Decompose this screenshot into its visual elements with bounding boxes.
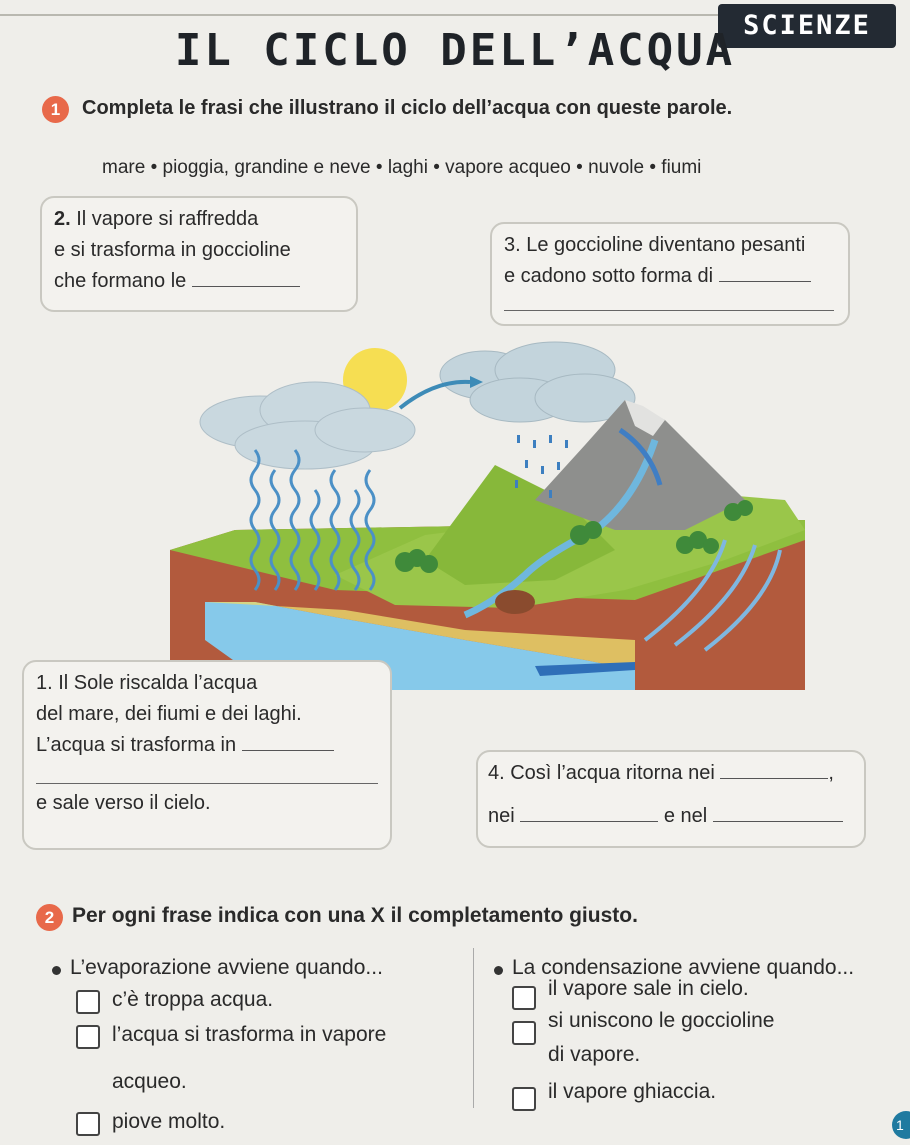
box3-line2: e cadono sotto forma di xyxy=(504,261,836,292)
sentence-box-3 xyxy=(490,222,850,326)
answer-blank-mare-fiumi-1[interactable] xyxy=(720,760,828,779)
cond-option-2: si uniscono le goccioline xyxy=(548,1009,775,1032)
header-rule xyxy=(0,14,720,16)
sentence-box-4 xyxy=(476,750,866,848)
box2-line1: 2. Il vapore si raffredda xyxy=(54,208,259,230)
box1-line1: 1. Il Sole riscalda l’acqua xyxy=(36,672,258,694)
answer-blank-vapore-2[interactable] xyxy=(36,761,378,784)
box1-line2: del mare, dei fiumi e dei laghi. xyxy=(36,703,302,725)
cond-option-2-continued: di vapore. xyxy=(548,1043,641,1066)
bullet-icon xyxy=(494,966,503,975)
water-cycle-illustration xyxy=(165,340,815,690)
box1-line4: e sale verso il cielo. xyxy=(36,792,211,814)
evaporation-prompt: L’evaporazione avviene quando... xyxy=(70,956,383,979)
bullet-icon xyxy=(52,966,61,975)
exercise-1-number: 1 xyxy=(42,96,69,123)
subject-badge: SCIENZE xyxy=(718,4,896,48)
condensation-prompt: La condensazione avviene quando... xyxy=(512,956,855,979)
sentence-box-2 xyxy=(40,196,358,312)
evap-option-2-continued: acqueo. xyxy=(112,1070,187,1093)
checkbox-evap-option-3[interactable] xyxy=(76,1112,100,1136)
answer-blank-nuvole[interactable] xyxy=(192,268,300,287)
page-title: IL CICLO DELL’ACQUA xyxy=(174,25,736,76)
checkbox-evap-option-2[interactable] xyxy=(76,1025,100,1049)
evap-option-1: c’è troppa acqua. xyxy=(112,988,274,1011)
checkbox-evap-option-1[interactable] xyxy=(76,990,100,1014)
checkbox-cond-option-2[interactable] xyxy=(512,1021,536,1045)
box3-line1: 3. Le goccioline diventano pesanti xyxy=(504,234,806,256)
box4-line1: 4. Così l’acqua ritorna nei , xyxy=(488,762,834,784)
exercise-1-instruction: Completa le frasi che illustrano il ciclo dell’acqua con queste parole. xyxy=(82,97,733,119)
sentence-box-1 xyxy=(22,660,392,850)
exercise-2-number: 2 xyxy=(36,904,63,931)
evap-option-3: piove molto. xyxy=(112,1110,226,1133)
box1-line3: L’acqua si trasforma in xyxy=(36,730,378,761)
answer-blank-vapore-1[interactable] xyxy=(242,732,334,751)
answer-blank-pioggia-1[interactable] xyxy=(719,263,811,282)
checkbox-cond-option-3[interactable] xyxy=(512,1087,536,1111)
checkbox-cond-option-1[interactable] xyxy=(512,986,536,1010)
exercise-2-instruction: Per ogni frase indica con una X il completamento giusto. xyxy=(72,904,638,927)
column-divider xyxy=(473,948,474,1108)
box2-line2: e si trasforma in goccioline xyxy=(54,239,291,261)
box4-line2: nei e nel xyxy=(488,801,852,832)
word-bank: mare • pioggia, grandine e neve • laghi • vapore acqueo • nuvole • fiumi xyxy=(102,157,702,178)
box2-line3: che formano le xyxy=(54,266,344,297)
cond-option-1: il vapore sale in cielo. xyxy=(548,977,749,1000)
answer-blank-mare-fiumi-3[interactable] xyxy=(713,803,843,822)
answer-blank-pioggia-2[interactable] xyxy=(504,292,834,311)
evap-option-2: l’acqua si trasforma in vapore xyxy=(112,1023,387,1046)
page-number: 1 xyxy=(892,1111,910,1139)
cond-option-3: il vapore ghiaccia. xyxy=(548,1080,717,1103)
answer-blank-mare-fiumi-2[interactable] xyxy=(520,803,658,822)
